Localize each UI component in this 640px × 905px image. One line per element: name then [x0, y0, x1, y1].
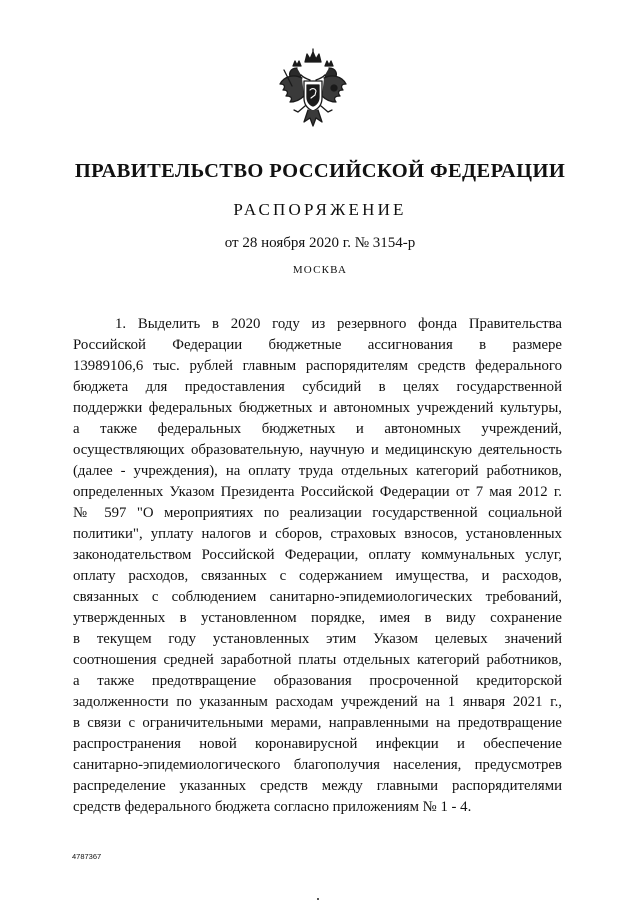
body-line: законодательством Российской Федерации, оплату коммунальных услуг, — [73, 547, 562, 563]
coat-of-arms-icon — [274, 48, 352, 136]
body-line: в связи с ограничительными мерами, направленными на предотвращение — [73, 715, 562, 731]
body-line: а также федеральных бюджетных и автономных учреждений, — [73, 421, 562, 437]
body-line: соотношения средней заработной платы отдельных категорий работников, — [73, 652, 562, 668]
body-line: поддержки федеральных бюджетных и автономных учреждений культуры, — [73, 400, 562, 416]
body-line: бюджета для предоставления субсидий в целях государственной — [73, 379, 562, 395]
body-line: 13989106,6 тыс. рублей главным распорядителям средств федерального — [73, 358, 562, 374]
body-line: 1. Выделить в 2020 году из резервного фонда Правительства — [115, 316, 562, 332]
document-id: 4787367 — [72, 852, 102, 861]
body-line: связанных с соблюдением санитарно-эпидемиологических требований, — [73, 589, 562, 605]
body-line: а также предотвращение образования просроченной кредиторской — [73, 673, 562, 689]
document-type: РАСПОРЯЖЕНИЕ — [233, 200, 407, 219]
body-line: средств федерального бюджета согласно приложениям № 1 - 4. — [73, 799, 472, 815]
page-mark — [317, 898, 319, 900]
body-line: оплату расходов, связанных с содержанием имущества, и расходов, — [73, 568, 562, 584]
body-line: (далее - учреждения), на оплату труда отдельных категорий работников, — [73, 463, 562, 479]
body-line: определенных Указом Президента Российской Федерации от 7 мая 2012 г. — [73, 484, 562, 500]
body-line: политики", уплату налогов и сборов, страховых взносов, установленных — [73, 526, 562, 542]
body-line: в текущем году установленных этим Указом целевых значений — [73, 631, 562, 647]
body-line: осуществляющих образовательную, научную и медицинскую деятельность — [73, 442, 562, 458]
body-line: санитарно-эпидемиологического благополучия населения, предусмотрев — [73, 757, 562, 773]
government-title: ПРАВИТЕЛЬСТВО РОССИЙСКОЙ ФЕДЕРАЦИИ — [74, 160, 566, 182]
document-body — [73, 314, 562, 818]
body-line: утвержденных в установленном порядке, имея в виду сохранение — [73, 610, 562, 626]
body-line: задолженности по указанным расходам учреждений на 1 января 2021 г., — [73, 694, 562, 710]
document-city: МОСКВА — [292, 264, 348, 276]
body-line: распределение указанных средств между главными распорядителями — [73, 778, 562, 794]
document-date-number: от 28 ноября 2020 г. № 3154-р — [224, 235, 416, 251]
body-line: распространения новой коронавирусной инфекции и обеспечение — [73, 736, 562, 752]
body-line: Российской Федерации бюджетные ассигнования в размере — [73, 337, 562, 353]
body-line: № 597 "О мероприятиях по реализации государственной социальной — [73, 505, 562, 521]
